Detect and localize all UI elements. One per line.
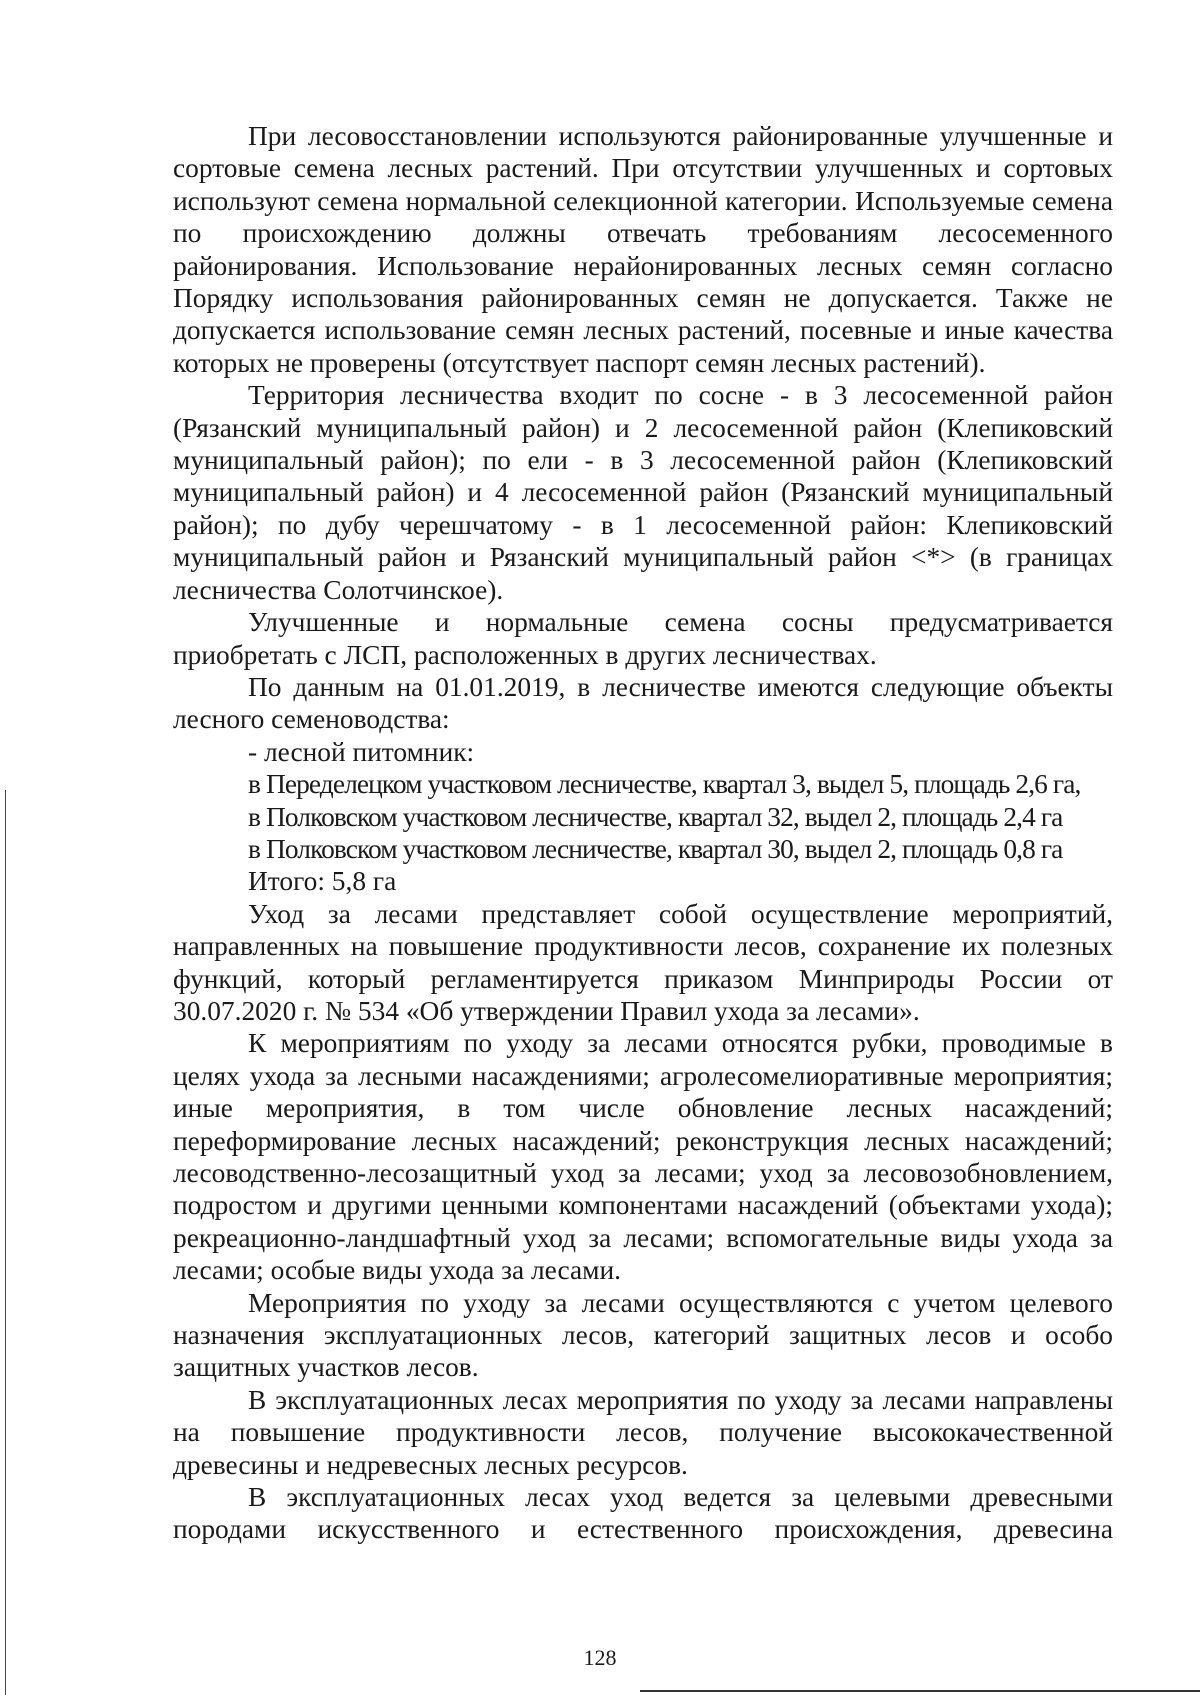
paragraph-forest-care: Уход за лесами представляет собой осуществление мероприятий, направленных на повышение продуктивности лесов, сохранение их полезных функций, который регламентируется приказом Минприроды России от 30.07.2020 г. № 534 «Об утверждении Правил ухода за лесами». [173, 898, 1113, 1026]
paragraph-seeds: При лесовосстановлении используются районированные улучшенные и сортовые семена лесных растений. При отсутствии улучшенных и сортовых используют семена нормальной селекционной категории. Используемые семена по происхождению должны отвечать требованиям лесосеменного районирования. Использование нерайонированных лесных семян согласно Порядку использования районированных семян не допускается. Также не допускается использование семян лесных растений, посевные и иные качества которых не проверены (отсутствует паспорт семян лесных растений). [173, 121, 1113, 378]
paragraph-care-purpose: Мероприятия по уходу за лесами осуществляются с учетом целевого назначения эксплуатационных лесов, категорий защитных лесов и особо защитных участков лесов. [173, 1287, 1113, 1383]
nursery-line: в Полковском участковом лесничестве, квартал 30, выдел 2, площадь 0,8 га [248, 833, 1063, 864]
paragraph-care-measures: К мероприятиям по уходу за лесами относятся рубки, проводимые в целях ухода за лесными насаждениями; агролесомелиоративные мероприятия; иные мероприятия, в том числе обновление лесных насаждений; переформирование лесных насаждений; реконструкция лесных насаждений; лесоводственно-лесозащитный уход за лесами; уход за лесовозобновлением, подростом и другими ценными компонентами насаждений (объектами ухода); рекреационно-ландшафтный уход за лесами; вспомогательные виды ухода за лесами; особые виды ухода за лесами. [173, 1028, 1113, 1286]
document-body [173, 120, 1113, 1546]
nursery-line: в Полковском участковом лесничестве, квартал 32, выдел 2, площадь 2,4 га [248, 801, 1063, 832]
bottom-rule [640, 1690, 1200, 1692]
paragraph-seed-zones: Территория лесничества входит по сосне - в 3 лесосеменной район (Рязанский муниципальный район) и 2 лесосеменной район (Клепиковский муниципальный район); по ели - в 3 лесосеменной район (Клепиковский муниципальный район) и 4 лесосеменной район (Рязанский муниципальный район); по дубу черешчатому - в 1 лесосеменной район: Клепиковский муниципальный район и Рязанский муниципальный район <*> (в границах лесничества Солотчинское). [173, 380, 1113, 605]
nursery-total: Итого: 5,8 га [248, 866, 397, 897]
page-number: 128 [583, 1645, 617, 1670]
nursery-line: в Переделецком участковом лесничестве, квартал 3, выдел 5, площадь 2,6 га, [248, 769, 1081, 800]
nursery-heading: - лесной питомник: [248, 736, 475, 767]
scan-edge-line [5, 790, 6, 1695]
paragraph-target-species: В эксплуатационных лесах уход ведется за целевыми древесными породами искусственного и естественного происхождения, древесина [173, 1482, 1113, 1545]
paragraph-pine-seeds: Улучшенные и нормальные семена сосны предусматривается приобретать с ЛСП, расположенных в других лесничествах. [173, 607, 1113, 670]
paragraph-seed-objects: По данным на 01.01.2019, в лесничестве имеются следующие объекты лесного семеноводства: [173, 671, 1113, 735]
paragraph-production-forests: В эксплуатационных лесах мероприятия по уходу за лесами направлены на повышение продуктивности лесов, получение высококачественной древесины и недревесных лесных ресурсов. [173, 1384, 1113, 1480]
